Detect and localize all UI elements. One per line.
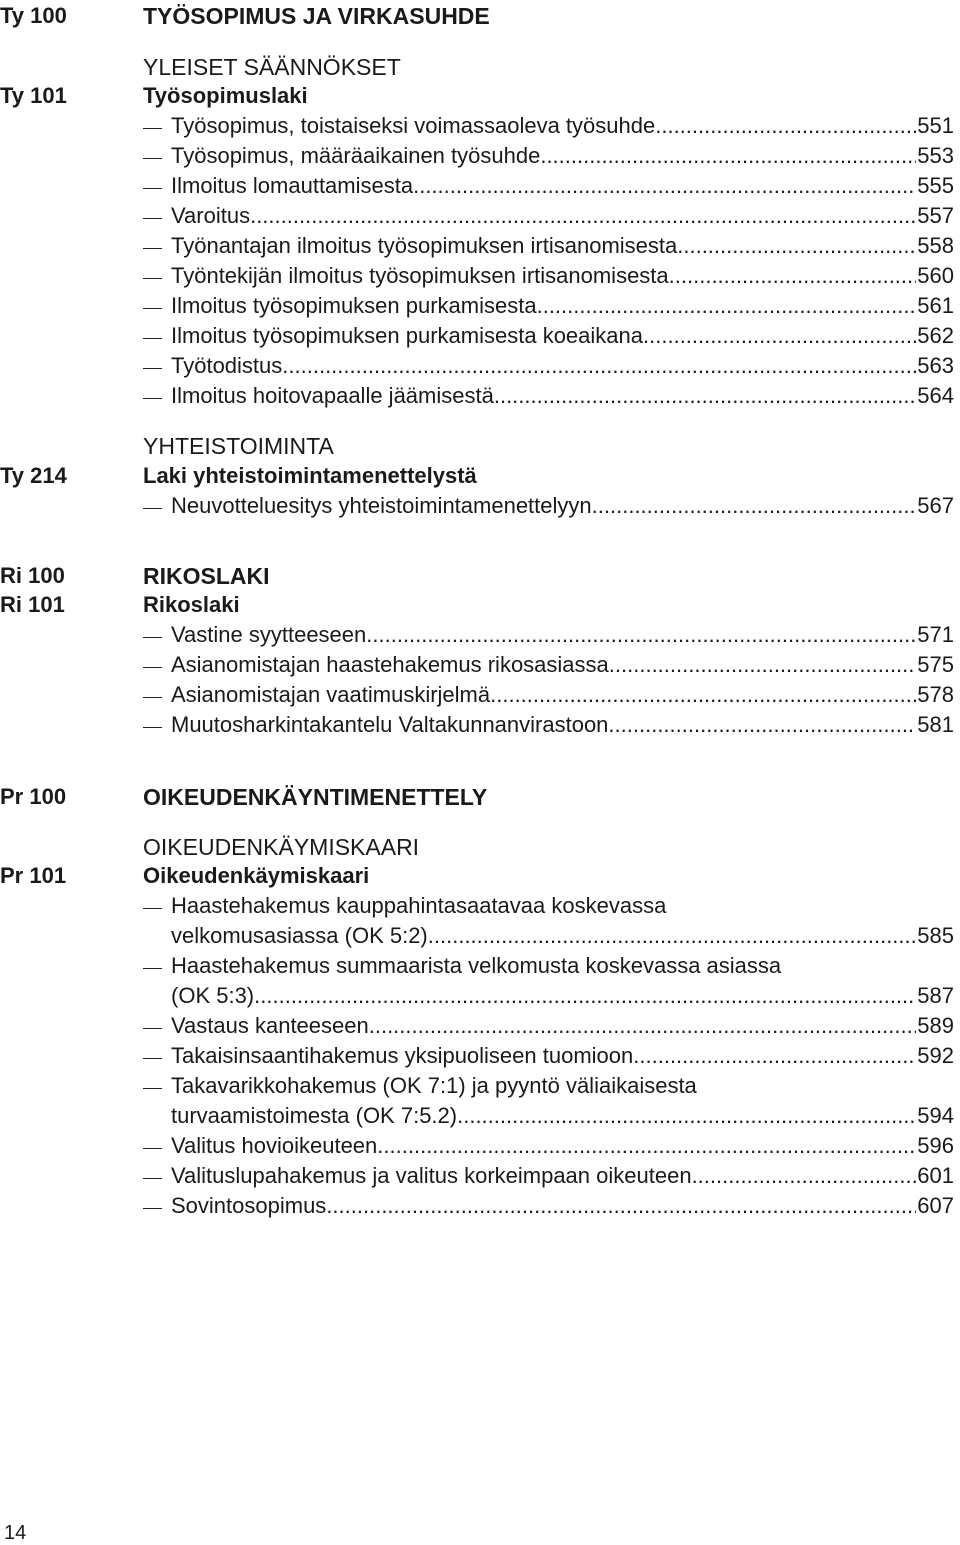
toc-entry[interactable] [171, 983, 954, 1009]
section-title: RIKOSLAKI [143, 563, 270, 589]
toc-entry-label: Työnantajan ilmoitus työsopimuksen irtisanomisesta [171, 233, 678, 258]
dash [143, 697, 162, 698]
toc-entry-page: 557 [917, 203, 954, 228]
section-code: Ri 100 [0, 563, 65, 588]
leader-dots [633, 1043, 916, 1069]
toc-entry[interactable] [171, 383, 954, 409]
toc-entry-page: 561 [917, 293, 954, 318]
leader-dots [254, 983, 916, 1009]
toc-entry-page: 571 [917, 622, 954, 647]
toc-entry[interactable] [171, 493, 954, 519]
subsection-code: Ty 101 [0, 83, 67, 108]
leader-dots [540, 143, 916, 169]
toc-entry-line1[interactable]: Haastehakemus kauppahintasaatavaa koskevassa [171, 893, 667, 918]
toc-entry[interactable] [171, 1103, 954, 1129]
leader-dots [369, 1013, 917, 1039]
toc-entry-page: 589 [917, 1013, 954, 1038]
leader-dots [250, 203, 916, 229]
subsection-code: Ty 214 [0, 463, 67, 488]
toc-entry[interactable] [171, 293, 954, 319]
dash [143, 338, 162, 339]
toc-entry[interactable] [171, 1043, 954, 1069]
toc-entry[interactable] [171, 622, 954, 648]
toc-entry-label: Vastine syytteeseen [171, 622, 367, 647]
toc-entry[interactable] [171, 113, 954, 139]
toc-entry-label: Asianomistajan haastehakemus rikosasiassa [171, 652, 609, 677]
leader-dots [692, 1163, 917, 1189]
toc-entry[interactable] [171, 1013, 954, 1039]
toc-entry[interactable] [171, 923, 954, 949]
dash [143, 908, 162, 909]
toc-entry-label: Valituslupahakemus ja valitus korkeimpaan oikeuteen [171, 1163, 692, 1188]
dash [143, 1058, 162, 1059]
dash [143, 1088, 162, 1089]
dash [143, 248, 162, 249]
toc-entry[interactable] [171, 263, 954, 289]
dash [143, 637, 162, 638]
dash [143, 1208, 162, 1209]
toc-entry-label: Asianomistajan vaatimuskirjelmä [171, 682, 491, 707]
chapter-heading: YLEISET SÄÄNNÖKSET [143, 54, 401, 80]
toc-entry-page: 553 [917, 143, 954, 168]
subsection-title: Laki yhteistoimintamenettelystä [143, 463, 477, 488]
toc-entry-label: Työsopimus, toistaiseksi voimassaoleva työsuhde [171, 113, 656, 138]
leader-dots [428, 923, 917, 949]
toc-entry[interactable] [171, 652, 954, 678]
toc-entry-page: 564 [917, 383, 954, 408]
toc-entry-page: 567 [917, 493, 954, 518]
dash [143, 667, 162, 668]
leader-dots [677, 233, 916, 259]
toc-entry-line1[interactable]: Haastehakemus summaarista velkomusta koskevassa asiassa [171, 953, 782, 978]
toc-entry-label: Vastaus kanteeseen [171, 1013, 369, 1038]
toc-entry-line1[interactable]: Takavarikkohakemus (OK 7:1) ja pyyntö väliaikaisesta [171, 1073, 697, 1098]
toc-entry-page: 560 [917, 263, 954, 288]
dash [143, 278, 162, 279]
toc-entry-page: 555 [917, 173, 954, 198]
section-title: TYÖSOPIMUS JA VIRKASUHDE [143, 3, 490, 29]
toc-entry-label: turvaamistoimesta (OK 7:5.2) [171, 1103, 458, 1128]
toc-entry-page: 581 [917, 712, 954, 737]
toc-entry-label: Ilmoitus lomauttamisesta [171, 173, 414, 198]
leader-dots [537, 293, 917, 319]
leader-dots [669, 263, 917, 289]
toc-entry-page: 587 [917, 983, 954, 1008]
subsection-title: Rikoslaki [143, 592, 240, 617]
toc-entry[interactable] [171, 203, 954, 229]
toc-entry-page: 578 [917, 682, 954, 707]
leader-dots [494, 383, 916, 409]
dash [143, 368, 162, 369]
toc-entry-label: Ilmoitus hoitovapaalle jäämisestä [171, 383, 494, 408]
toc-entry-page: 563 [917, 353, 954, 378]
toc-entry-label: Valitus hovioikeuteen [171, 1133, 378, 1158]
leader-dots [326, 1193, 916, 1219]
dash [143, 158, 162, 159]
toc-entry[interactable] [171, 1193, 954, 1219]
leader-dots [655, 113, 916, 139]
dash [143, 1028, 162, 1029]
toc-entry-label: Ilmoitus työsopimuksen purkamisesta [171, 293, 537, 318]
toc-entry-label: Takaisinsaantihakemus yksipuoliseen tuomioon [171, 1043, 634, 1068]
subsection-code: Pr 101 [0, 863, 67, 888]
leader-dots [457, 1103, 916, 1129]
toc-entry-page: 594 [917, 1103, 954, 1128]
subsection-code: Ri 101 [0, 592, 65, 617]
toc-entry-page: 575 [917, 652, 954, 677]
chapter-heading: OIKEUDENKÄYMISKAARI [143, 834, 420, 860]
leader-dots [413, 173, 916, 199]
toc-entry-label: Sovintosopimus [171, 1193, 327, 1218]
toc-entry-page: 596 [917, 1133, 954, 1158]
leader-dots [608, 712, 916, 738]
leader-dots [609, 652, 917, 678]
dash [143, 508, 162, 509]
dash [143, 968, 162, 969]
toc-entry[interactable] [171, 682, 954, 708]
section-code: Pr 100 [0, 784, 67, 809]
dash [143, 128, 162, 129]
toc-entry[interactable] [171, 1163, 954, 1189]
toc-entry[interactable] [171, 233, 954, 259]
leader-dots [282, 353, 916, 379]
dash [143, 1148, 162, 1149]
page-number: 14 [4, 1522, 27, 1544]
toc-entry-page: 601 [917, 1163, 954, 1188]
toc-entry-page: 558 [917, 233, 954, 258]
toc-entry-page: 551 [917, 113, 954, 138]
dash [143, 1178, 162, 1179]
subsection-title: Oikeudenkäymiskaari [143, 863, 370, 888]
toc-entry-label: Työntekijän ilmoitus työsopimuksen irtisanomisesta [171, 263, 669, 288]
toc-entry-label: velkomusasiassa (OK 5:2) [171, 923, 428, 948]
toc-entry[interactable] [171, 323, 954, 349]
toc-entry[interactable] [171, 712, 954, 738]
toc-entry[interactable] [171, 353, 954, 379]
toc-entry-page: 607 [917, 1193, 954, 1218]
toc-entry-label: Työtodistus [171, 353, 283, 378]
toc-entry-label: Työsopimus, määräaikainen työsuhde [171, 143, 541, 168]
dash [143, 398, 162, 399]
toc-entry-label: Neuvotteluesitys yhteistoimintamenettelyyn [171, 493, 592, 518]
toc-entry[interactable] [171, 143, 954, 169]
leader-dots [490, 682, 916, 708]
toc-entry-label: Ilmoitus työsopimuksen purkamisesta koeaikana [171, 323, 644, 348]
toc-entry-page: 562 [917, 323, 954, 348]
subsection-title: Työsopimuslaki [143, 83, 308, 108]
toc-entry[interactable] [171, 1133, 954, 1159]
leader-dots [366, 622, 916, 648]
toc-entry-label: Muutosharkintakantelu Valtakunnanvirastoon [171, 712, 609, 737]
dash [143, 218, 162, 219]
leader-dots [592, 493, 917, 519]
toc-entry-page: 585 [917, 923, 954, 948]
dash [143, 188, 162, 189]
chapter-heading: YHTEISTOIMINTA [143, 433, 334, 459]
leader-dots [643, 323, 916, 349]
toc-entry-label: (OK 5:3) [171, 983, 255, 1008]
toc-entry-page: 592 [917, 1043, 954, 1068]
section-title: OIKEUDENKÄYNTIMENETTELY [143, 784, 488, 810]
dash [143, 308, 162, 309]
dash [143, 727, 162, 728]
toc-entry-label: Varoitus [171, 203, 251, 228]
leader-dots [377, 1133, 916, 1159]
section-code: Ty 100 [0, 3, 67, 28]
toc-entry[interactable] [171, 173, 954, 199]
